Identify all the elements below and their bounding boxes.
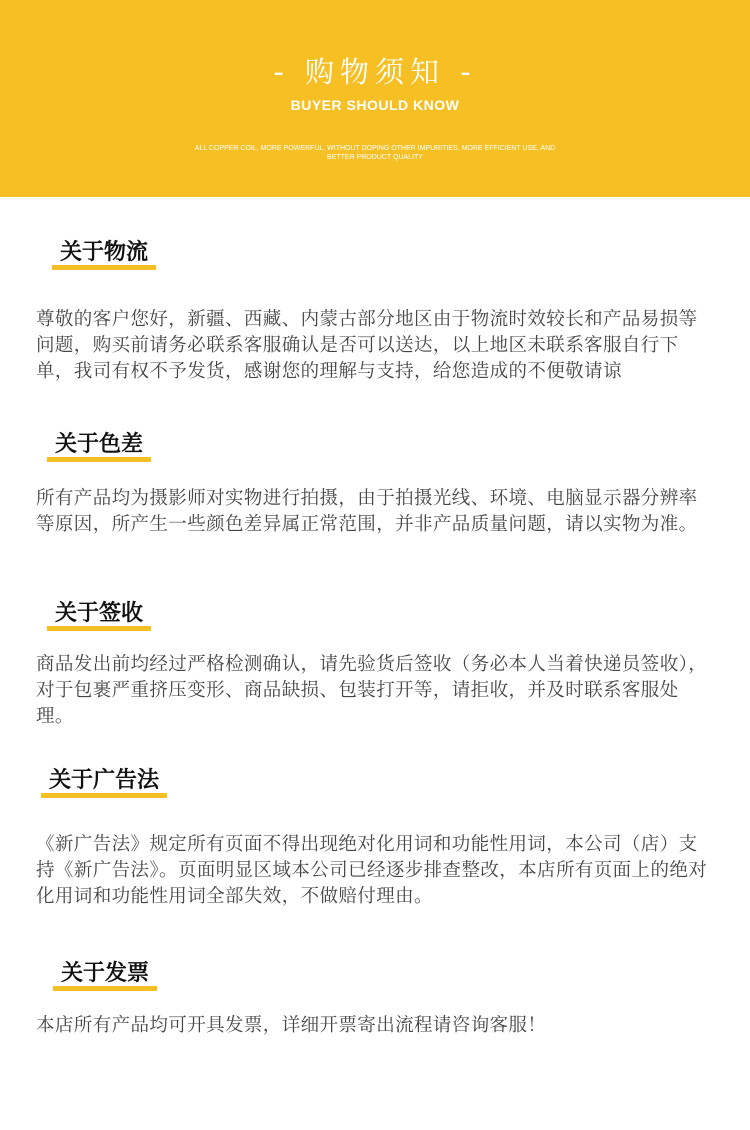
section-title-color: 关于色差 [47,432,151,458]
section-title-signing: 关于签收 [47,601,151,627]
header-banner [0,0,750,197]
title-underline [52,265,156,270]
title-underline [47,457,151,462]
section-body-signing: 商品发出前均经过严格检测确认，请先验货后签收（务必本人当着快递员签收），对于包裹严重挤压变形、商品缺损、包装打开等，请拒收，并及时联系客服处理。 [36,654,708,727]
title-underline [53,986,157,991]
section-title-invoice: 关于发票 [53,961,157,987]
banner-tagline: ALL COPPER COIL, MORE POWERFUL, WITHOUT DOPING OTHER IMPURITIES, MORE EFFICIENT USE, AND BETTER PRODUCT QUALITY [194,145,556,161]
section-body-color: 所有产品均为摄影师对实物进行拍摄，由于拍摄光线、环境、电脑显示器分辨率等原因，所产生一些颜色差异属正常范围，并非产品质量问题，请以实物为准。 [36,488,698,535]
section-body-invoice: 本店所有产品均可开具发票，详细开票寄出流程请咨询客服！ [36,1015,547,1036]
section-title-ad-law: 关于广告法 [41,768,167,794]
section-body-ad-law: 《新广告法》规定所有页面不得出现绝对化用词和功能性用词，本公司（店）支持《新广告法》。页面明显区域本公司已经逐步排查整改，本店所有页面上的绝对化用词和功能性用词全部失效，不做赔付理由。 [36,834,708,907]
page-subtitle: BUYER SHOULD KNOW [290,97,460,113]
section-body-logistics: 尊敬的客户您好，新疆、西藏、内蒙古部分地区由于物流时效较长和产品易损等问题，购买前请务必联系客服确认是否可以送达，以上地区未联系客服自行下单，我司有权不予发货，感谢您的理解与支持，给您造成的不便敬请谅 [36,309,698,382]
title-underline [47,626,151,631]
page-title: - 购物须知 - [273,55,477,89]
title-underline [41,793,167,798]
section-title-logistics: 关于物流 [52,240,156,266]
